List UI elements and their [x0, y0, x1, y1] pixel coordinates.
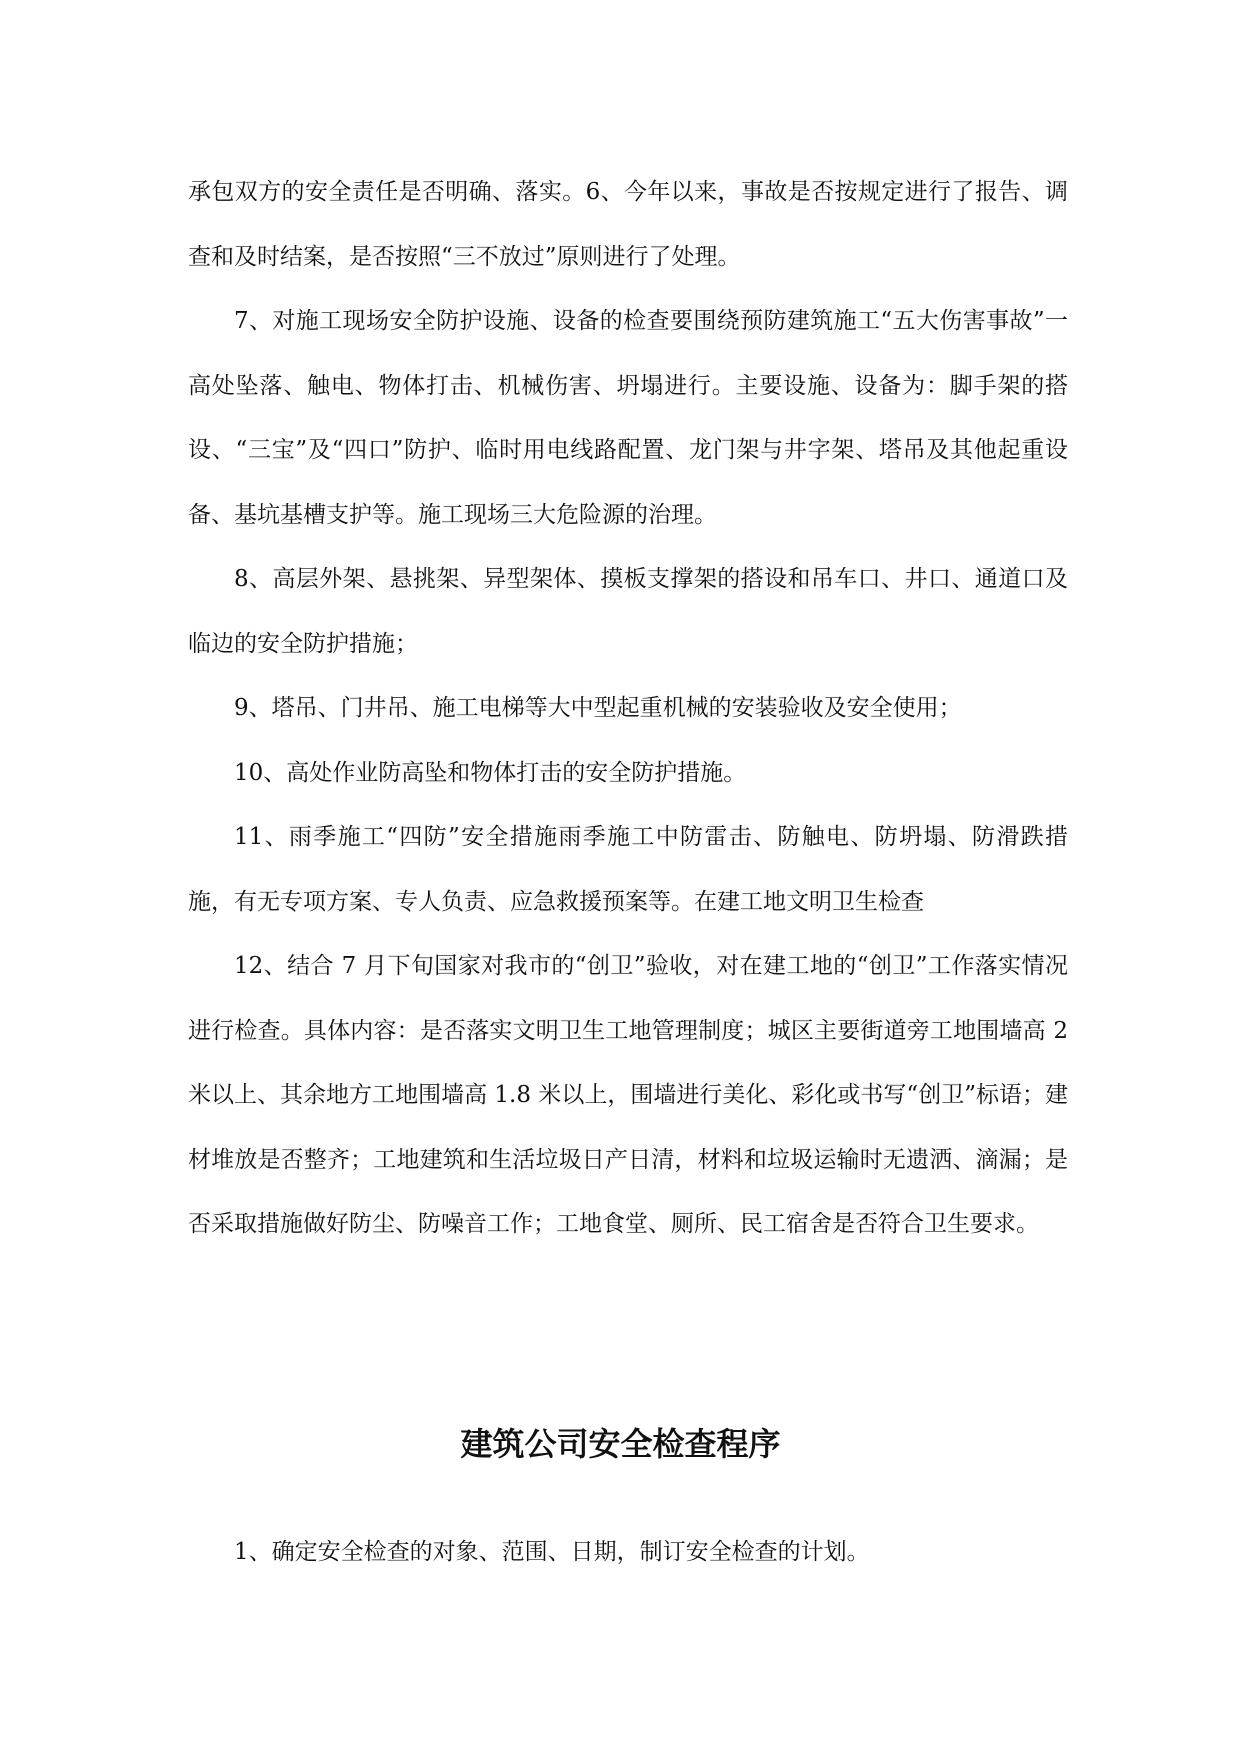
- section-first-item: 1、确定安全检查的对象、范围、日期，制订安全检查的计划。: [234, 1539, 870, 1565]
- paragraph-item-8: 8、高层外架、悬挑架、异型架体、摸板支撑架的搭设和吊车口、井口、通道口及临边的安全防护措施；: [188, 566, 1068, 657]
- paragraph-item-10: 10、高处作业防高坠和物体打击的安全防护措施。: [234, 759, 747, 786]
- document-body: [188, 160, 1068, 1257]
- paragraph-item-11: 11、雨季施工“四防”安全措施雨季施工中防雷击、防触电、防坍塌、防滑跌措施，有无专项方案、专人负责、应急救援预案等。在建工地文明卫生检查: [188, 824, 1068, 915]
- paragraph-item-7: 7、对施工现场安全防护设施、设备的检查要围绕预防建筑施工“五大伤害事故”一高处坠落、触电、物体打击、机械伤害、坍塌进行。主要设施、设备为：脚手架的搭设、“三宝”及“四口”防护、临时用电线路配置、龙门架与井字架、塔吊及其他起重设备、基坑基槽支护等。施工现场三大危险源的治理。: [188, 308, 1068, 528]
- paragraph-continuation: 承包双方的安全责任是否明确、落实。6、今年以来，事故是否按规定进行了报告、调查和及时结案，是否按照“三不放过”原则进行了处理。: [188, 179, 1068, 270]
- paragraph-item-9: 9、塔吊、门井吊、施工电梯等大中型起重机械的安装验收及安全使用；: [234, 695, 962, 721]
- paragraph-item-12: 12、结合 7 月下旬国家对我市的“创卫”验收，对在建工地的“创卫”工作落实情况进行检查。具体内容：是否落实文明卫生工地管理制度；城区主要街道旁工地围墙高 2 米以上、其余地方工地围墙高 1.8 米以上，围墙进行美化、彩化或书写“创卫”标语；建材堆放是否整齐；工地建筑和生活垃圾日产日清，材料和垃圾运输时无遗洒、滴漏；是否采取措施做好防尘、防噪音工作；工地食堂、厕所、民工宿舍是否符合卫生要求。: [188, 953, 1068, 1237]
- section-title: 建筑公司安全检查程序: [460, 1424, 781, 1463]
